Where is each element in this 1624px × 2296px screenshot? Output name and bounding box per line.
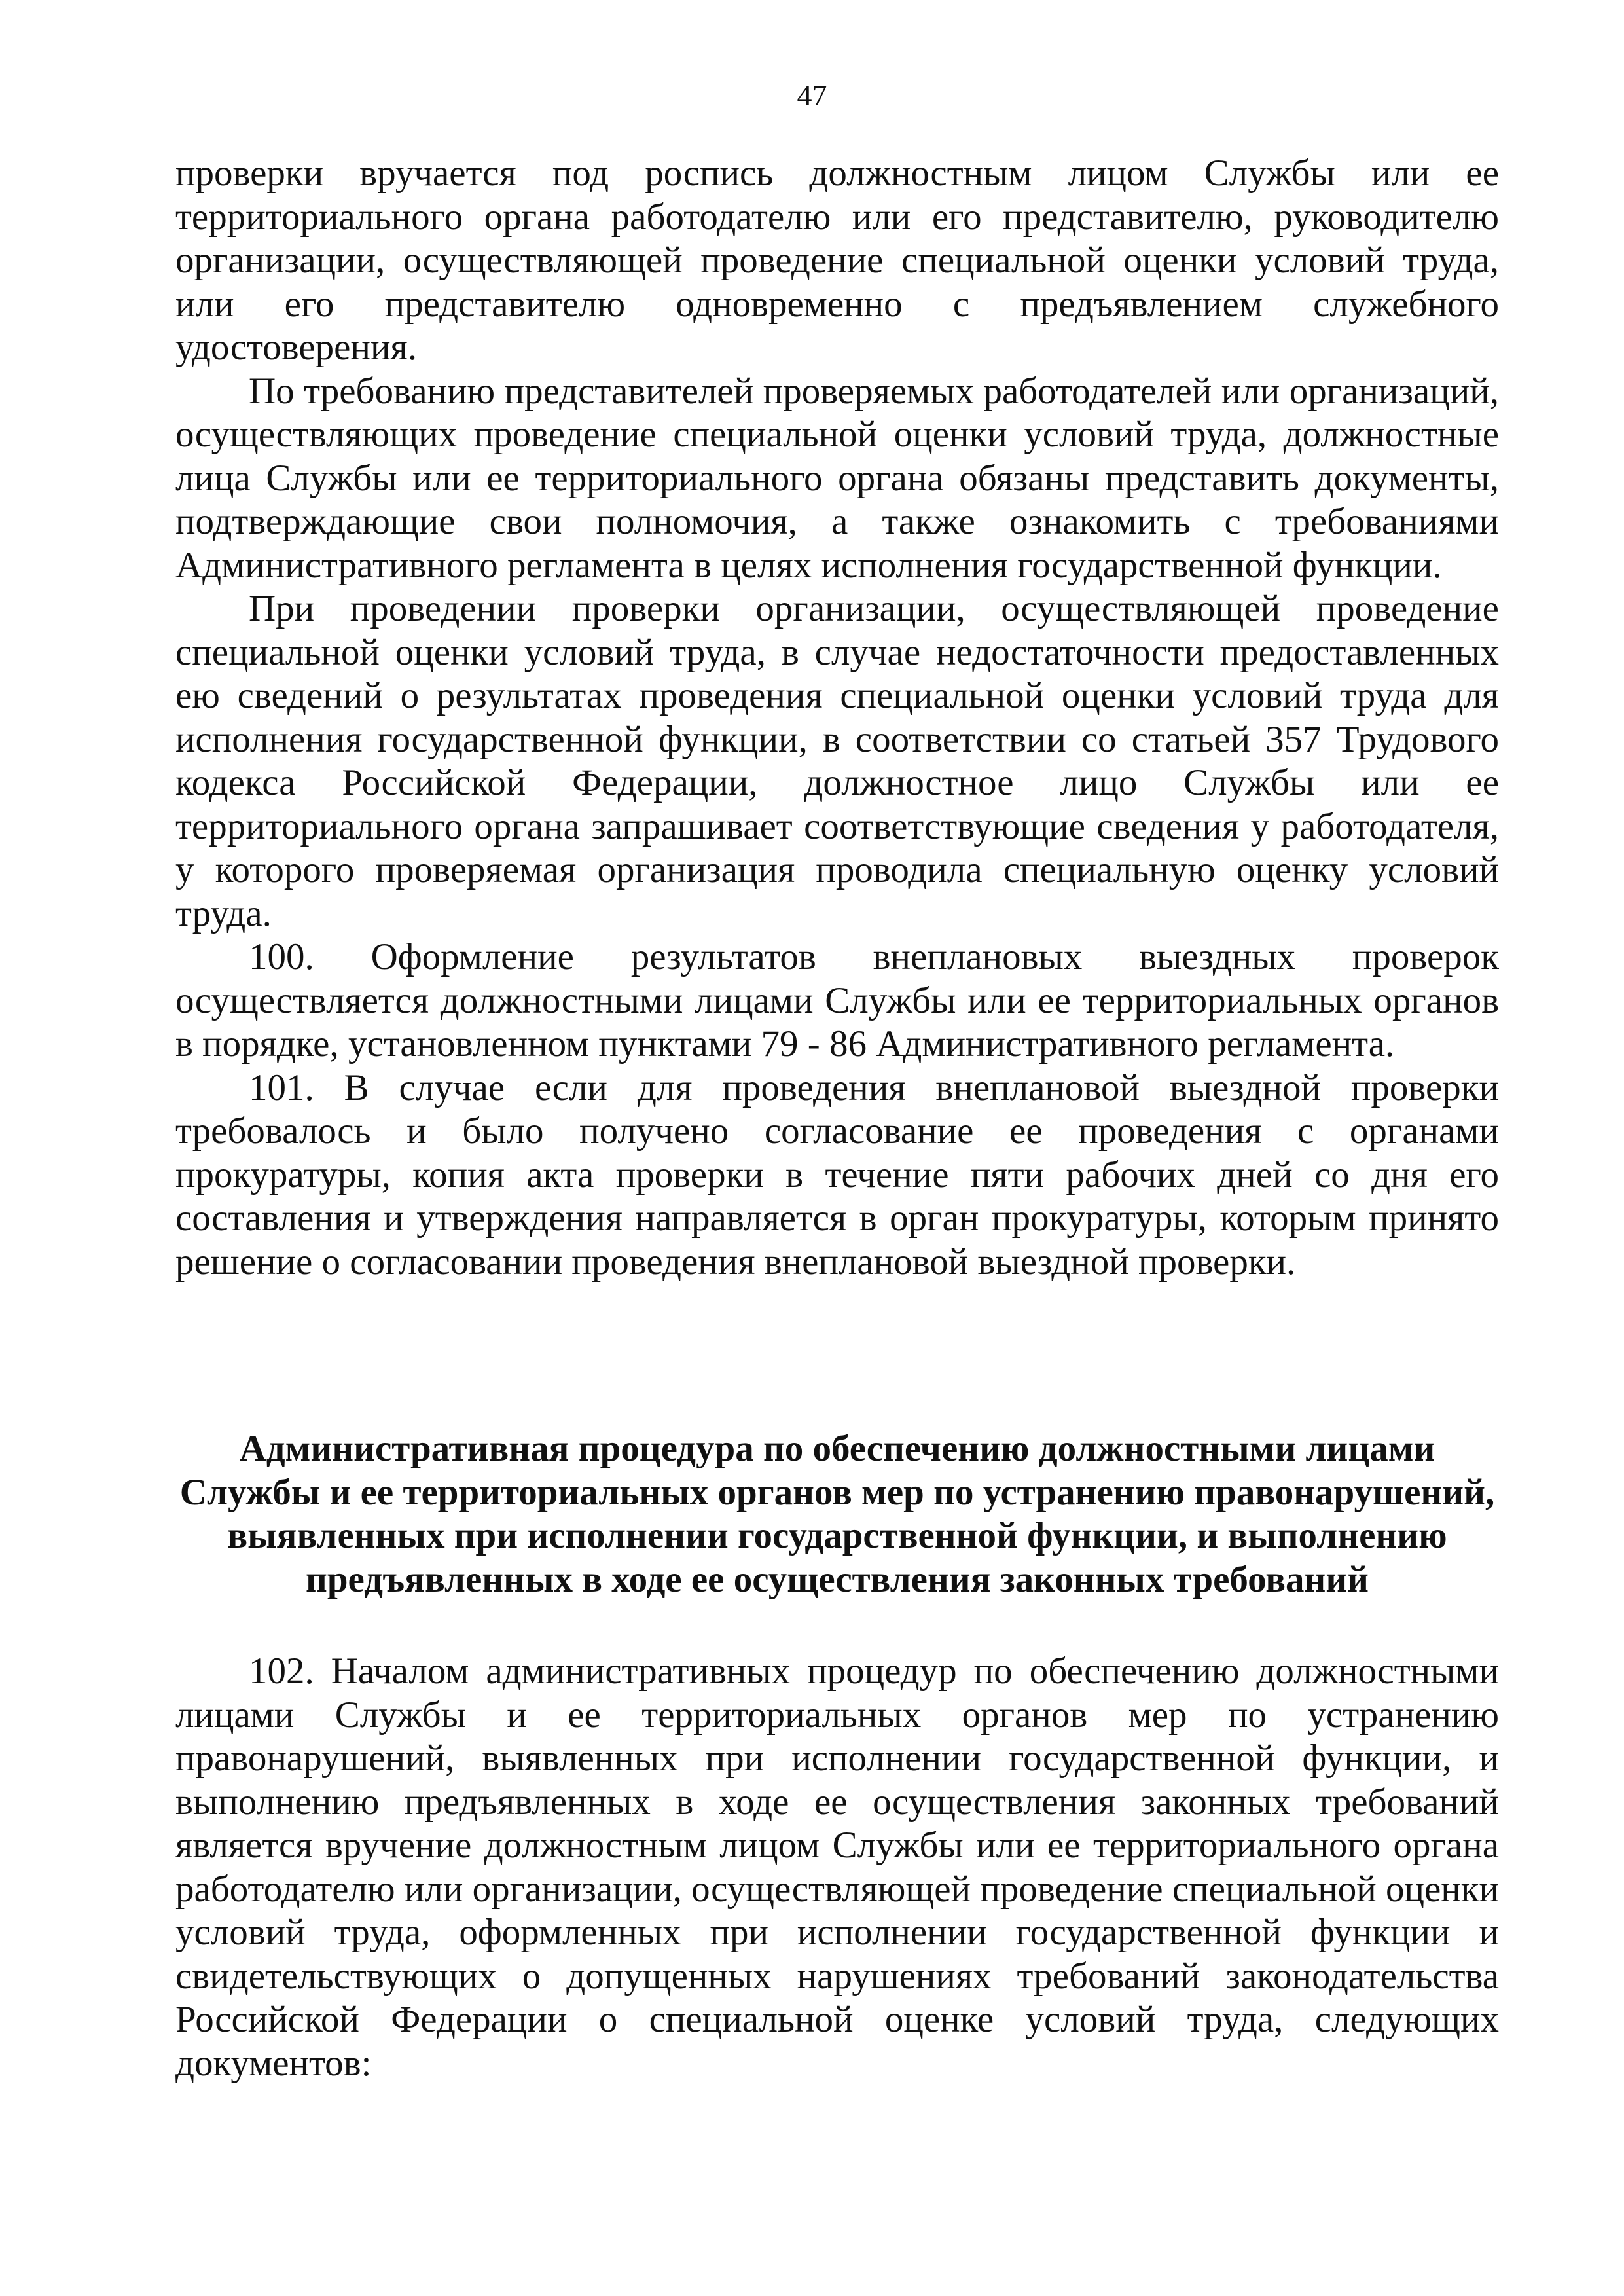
paragraph-credentials-request: По требованию представителей проверяемых работодателей или организаций, осуществляющих проведение специальной оценки условий труда, должностные лица Службы или ее территориального органа обязаны представить документы, подтверждающие свои полномочия, а также ознакомить с требованиями Административного регламента в целях исполнения государственной функции. [175,370,1499,586]
section-heading-line: предъявленных в ходе ее осуществления законных требований [306,1558,1369,1600]
body-text-after-heading [175,1650,1499,2085]
paragraph-100: 100. Оформление результатов внеплановых выездных проверок осуществляется должностными лицами Службы или ее территориальных органов в порядке, установленном пунктами 79 - 86 Административного регламента. [175,936,1499,1065]
section-heading [175,1427,1499,1601]
paragraph-102: 102. Началом административных процедур по обеспечению должностными лицами Службы и ее территориальных органов мер по устранению правонарушений, выявленных при исполнении государственной функции, и выполнению предъявленных в ходе ее осуществления законных требований является вручение должностным лицом Службы или ее территориального органа работодателю или организации, осуществляющей проведение специальной оценки условий труда, оформленных при исполнении государственной функции и свидетельствующих о допущенных нарушениях требований законодательства Российской Федерации о специальной оценке условий труда, следующих документов: [175,1650,1499,2084]
section-heading-line: Службы и ее территориальных органов мер по устранению правонарушений, [179,1471,1495,1513]
page-number: 47 [797,79,827,112]
section-heading-line: Административная процедура по обеспечению должностными лицами [239,1428,1435,1469]
section-heading-line: выявленных при исполнении государственной функции, и выполнению [227,1515,1447,1556]
paragraph-continuation: проверки вручается под роспись должностным лицом Службы или ее территориального органа работодателю или его представителю, руководителю организации, осуществляющей проведение специальной оценки условий труда, или его представителю одновременно с предъявлением служебного удостоверения. [175,153,1499,368]
paragraph-information-request: При проведении проверки организации, осуществляющей проведение специальной оценки условий труда, в случае недостаточности предоставленных ею сведений о результатах проведения специальной оценки условий труда для исполнения государственной функции, в соответствии со статьей 357 Трудового кодекса Российской Федерации, должностное лицо Службы или ее территориального органа запрашивает соответствующие сведения у работодателя, у которого проверяемая организация проводила специальную оценку условий труда. [175,588,1499,934]
paragraph-101: 101. В случае если для проведения внеплановой выездной проверки требовалось и было получено согласование ее проведения с органами прокуратуры, копия акта проверки в течение пяти рабочих дней со дня его составления и утверждения направляется в орган прокуратуры, которым принято решение о согласовании проведения внеплановой выездной проверки. [175,1066,1499,1283]
body-text-before-heading [175,152,1499,1284]
